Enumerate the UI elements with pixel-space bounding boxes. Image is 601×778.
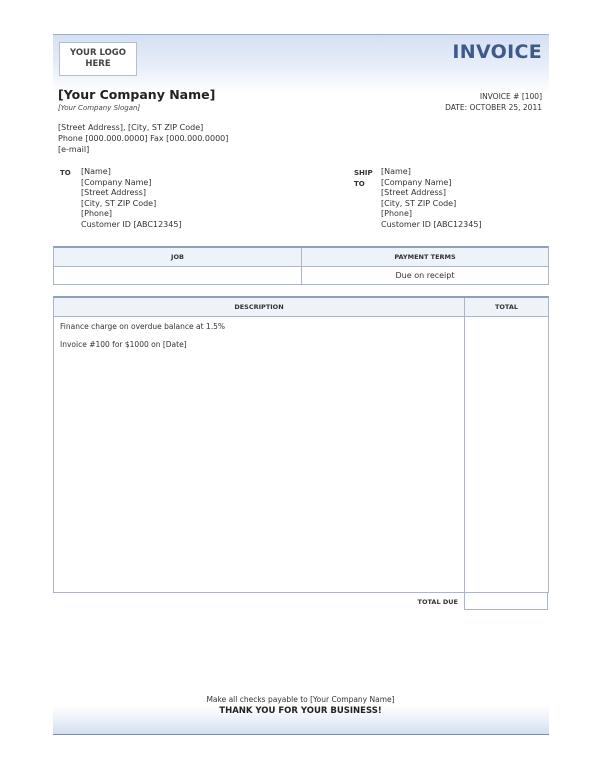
ship-to-phone: [Phone] (381, 209, 413, 218)
ship-to-label-line-2: TO (354, 179, 365, 188)
total-header: TOTAL (465, 298, 548, 317)
ship-to-street: [Street Address] (381, 188, 446, 197)
company-slogan: [Your Company Slogan] (58, 104, 141, 112)
company-address-block (58, 122, 228, 155)
ship-to-company: [Company Name] (381, 177, 452, 187)
invoice-meta (445, 92, 542, 113)
payment-terms-value: Due on receipt (395, 271, 455, 280)
thank-you-message: THANK YOU FOR YOUR BUSINESS! (219, 706, 382, 716)
payment-terms-header: PAYMENT TERMS (302, 248, 548, 267)
logo-line-1: YOUR LOGO (69, 48, 127, 58)
logo-placeholder (59, 42, 137, 76)
items-table (53, 296, 549, 593)
ship-to-label-line-1: SHIP (354, 169, 373, 177)
items-column-divider (464, 298, 465, 592)
company-address: [Street Address], [City, ST ZIP Code] (58, 123, 204, 132)
ship-to-customer-id: Customer ID [ABC12345] (381, 219, 482, 229)
company-phone-fax: Phone [000.000.0000] Fax [000.000.0000] (58, 134, 229, 143)
item-description-2: Invoice #100 for $1000 on [Date] (60, 340, 187, 349)
ship-to-city: [City, ST ZIP Code] (381, 198, 457, 208)
job-header: JOB (54, 248, 301, 267)
total-due-label: TOTAL DUE (417, 598, 458, 606)
company-email: [e-mail] (58, 145, 90, 154)
total-due-value (464, 592, 548, 610)
ship-to-block (381, 167, 482, 230)
bill-to-block (81, 167, 182, 230)
bill-to-city: [City, ST ZIP Code] (81, 198, 157, 208)
invoice-date: DATE: OCTOBER 25, 2011 (445, 102, 542, 112)
checks-payable-note: Make all checks payable to [Your Company Name] (206, 695, 395, 704)
logo-line-2: HERE (85, 59, 111, 69)
company-name: [Your Company Name] (58, 87, 216, 102)
invoice-title: INVOICE (452, 41, 542, 63)
invoice-number: INVOICE # [100] (479, 92, 542, 101)
bill-to-street: [Street Address] (81, 188, 146, 197)
ship-to-label (354, 168, 373, 189)
bill-to-name: [Name] (81, 167, 111, 176)
description-header: DESCRIPTION (54, 298, 464, 317)
bill-to-customer-id: Customer ID [ABC12345] (81, 219, 182, 229)
item-description-1: Finance charge on overdue balance at 1.5% (60, 322, 225, 331)
bill-to-phone: [Phone] (81, 209, 113, 218)
bill-to-company: [Company Name] (81, 177, 152, 187)
ship-to-name: [Name] (381, 167, 411, 176)
bill-to-label: TO (60, 169, 71, 177)
terms-table (53, 246, 549, 285)
